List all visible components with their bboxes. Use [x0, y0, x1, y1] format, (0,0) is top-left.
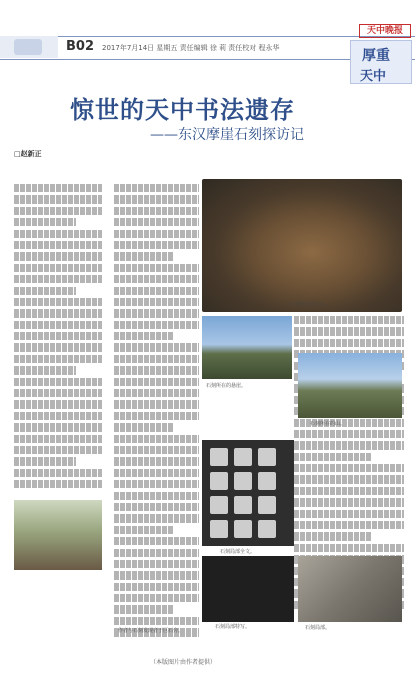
photo-credit-note: （本版图片由作者提供）: [150, 659, 217, 666]
text-line: [114, 230, 199, 238]
text-line: [114, 503, 199, 511]
text-line: [14, 446, 102, 454]
text-line: [114, 343, 199, 351]
cliff-caption: 石刻所在的悬崖。: [206, 383, 247, 389]
text-line: [114, 583, 199, 591]
engraving-caption: 石刻局部。: [305, 625, 331, 631]
text-line: [294, 544, 404, 552]
text-line: [114, 412, 199, 420]
text-line: [114, 435, 199, 443]
header-info: 2017年7月14日 星期五 责任编辑 徐 莉 责任校对 程永华: [102, 44, 280, 52]
text-line: [14, 366, 76, 374]
text-line: [114, 446, 199, 454]
people-photo: [14, 500, 102, 570]
text-column-2: [114, 184, 199, 640]
text-line: [114, 594, 199, 602]
people-caption: 作者与石刻发现者于巨石旁。: [118, 628, 184, 634]
section-title-line1: 厚重: [362, 48, 390, 64]
text-line: [114, 514, 199, 522]
text-line: [114, 537, 199, 545]
text-line: [114, 378, 199, 386]
text-line: [114, 560, 199, 568]
text-line: [294, 464, 404, 472]
text-line: [294, 521, 404, 529]
article-title: 惊世的天中书法遗存: [70, 95, 295, 124]
text-line: [114, 355, 199, 363]
text-line: [114, 480, 199, 488]
cliff-photo: [202, 316, 292, 379]
stone-closeup-photo: [202, 556, 294, 622]
text-line: [114, 389, 199, 397]
text-line: [14, 264, 102, 272]
text-line: [114, 241, 199, 249]
text-line: [14, 480, 102, 488]
section-title-line2: 天中: [360, 69, 387, 84]
inscription-glyph: [234, 496, 252, 514]
mountain-photo: [298, 353, 402, 418]
text-line: [14, 321, 102, 329]
text-line: [294, 430, 404, 438]
text-line: [14, 469, 102, 477]
mountain-caption: 石刻所在的山。: [310, 421, 346, 427]
text-line: [14, 195, 102, 203]
text-line: [14, 252, 102, 260]
text-line: [114, 332, 174, 340]
text-line: [14, 218, 76, 226]
inscription-glyph: [258, 472, 276, 490]
text-line: [114, 492, 199, 500]
text-line: [294, 498, 404, 506]
text-line: [114, 298, 199, 306]
text-line: [294, 327, 404, 335]
text-line: [14, 423, 102, 431]
text-line: [294, 475, 404, 483]
text-line: [14, 309, 102, 317]
text-line: [114, 287, 199, 295]
text-line: [294, 441, 404, 449]
inscription-glyph: [258, 496, 276, 514]
text-line: [114, 207, 199, 215]
article-subtitle: ——东汉摩崖石刻探访记: [150, 127, 304, 143]
text-line: [14, 298, 102, 306]
text-line: [14, 332, 102, 340]
text-line: [14, 275, 102, 283]
text-line: [114, 549, 199, 557]
inscription-glyph: [210, 496, 228, 514]
text-line: [114, 526, 174, 534]
inscription-glyph: [234, 520, 252, 538]
inscription-glyph: [258, 520, 276, 538]
text-line: [114, 195, 199, 203]
inscription-glyph: [210, 448, 228, 466]
text-line: [114, 457, 199, 465]
text-line: [294, 453, 371, 461]
text-line: [114, 264, 199, 272]
text-line: [114, 309, 199, 317]
page-code: B02: [66, 39, 94, 54]
text-line: [114, 571, 199, 579]
text-line: [14, 184, 102, 192]
text-line: [14, 457, 76, 465]
text-line: [14, 400, 102, 408]
text-line: [294, 487, 404, 495]
text-line: [14, 241, 102, 249]
engraving-photo: [298, 556, 402, 622]
brand-logo: 天中晚报: [359, 24, 411, 38]
text-line: [14, 435, 102, 443]
text-line: [294, 532, 371, 540]
text-line: [114, 605, 174, 613]
text-line: [114, 252, 174, 260]
text-line: [114, 184, 199, 192]
text-line: [114, 400, 199, 408]
text-line: [14, 343, 102, 351]
boulder-photo: [202, 179, 402, 312]
inscription-glyph: [234, 448, 252, 466]
stone-caption: 石刻局部特写。: [215, 624, 251, 630]
text-line: [114, 218, 199, 226]
text-line: [114, 275, 199, 283]
boulder-caption: 石刻所在的巨石。: [290, 302, 331, 308]
inscription-glyph: [258, 448, 276, 466]
header-logo: [0, 36, 58, 58]
text-line: [14, 207, 102, 215]
text-line: [294, 510, 404, 518]
text-line: [14, 378, 102, 386]
text-line: [114, 321, 199, 329]
inscription-caption: 石刻局部全文。: [220, 549, 256, 555]
text-line: [114, 366, 199, 374]
text-line: [294, 339, 404, 347]
newspaper-logo-icon: [14, 39, 42, 55]
text-line: [294, 316, 404, 324]
inscription-glyph: [210, 520, 228, 538]
byline: □赵新正: [14, 150, 42, 158]
text-line: [14, 230, 102, 238]
text-line: [14, 389, 102, 397]
text-line: [14, 412, 102, 420]
inscription-glyph: [234, 472, 252, 490]
text-line: [14, 287, 76, 295]
text-line: [14, 355, 102, 363]
text-line: [114, 617, 199, 625]
inscription-glyph: [210, 472, 228, 490]
text-line: [114, 469, 199, 477]
text-line: [114, 423, 174, 431]
inscription-photo: [202, 440, 294, 546]
text-column-1: [14, 184, 102, 492]
